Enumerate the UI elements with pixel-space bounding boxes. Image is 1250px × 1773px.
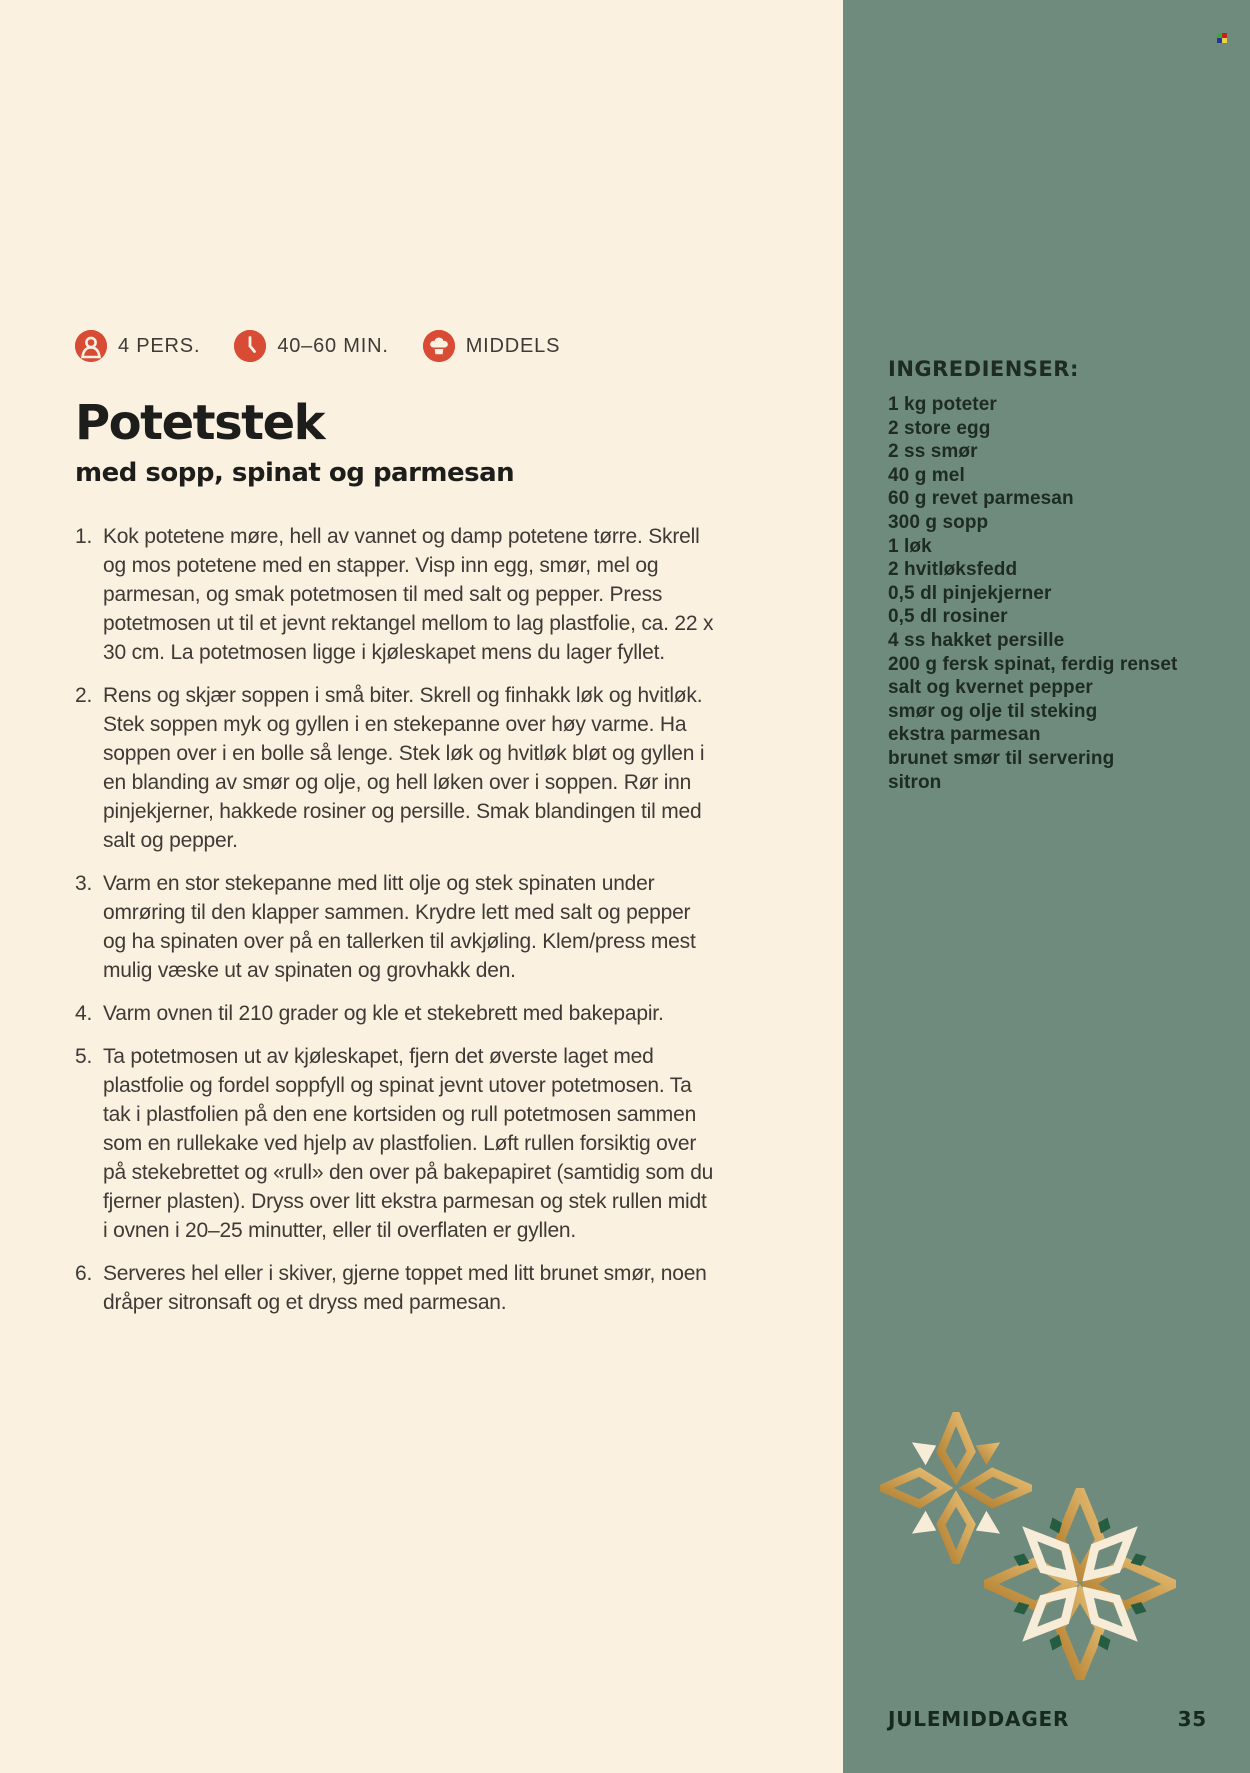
- step-number: 6.: [75, 1262, 93, 1286]
- recipe-title: Potetstek: [75, 395, 325, 451]
- servings-meta: [75, 330, 200, 362]
- ingredient-item: salt og kvernet pepper: [888, 677, 1093, 699]
- step-text: Varm en stor stekepanne med litt olje og stek spinaten under omrøring til den klapper sammen. Krydre lett med salt og pepper og ha spinaten over på en tallerken til avkjøling. Klem/press mest mulig væske ut av spinaten og grovhakk den.: [103, 872, 696, 983]
- difficulty-label: MIDDELS: [465, 334, 561, 357]
- step-number: 2.: [75, 684, 93, 708]
- step-number: 4.: [75, 1002, 93, 1026]
- ingredient-item: 40 g mel: [888, 464, 965, 486]
- ingredient-item: brunet smør til servering: [888, 747, 1115, 769]
- clock-icon: [234, 330, 266, 362]
- step-text: Kok potetene møre, hell av vannet og damp potetene tørre. Skrell og mos potetene med en stapper. Visp inn egg, smør, mel og parmesan, og smak potetmosen til med salt og pepper. Press potetmosen ut til et jevnt rektangel mellom to lag plastfolie, ca. 22 x 30 cm. La potetmosen ligge i kjøleskapet mens du lager fyllet.: [103, 525, 714, 665]
- color-registration-mark: [1217, 33, 1227, 43]
- ingredient-item: 300 g sopp: [888, 511, 989, 533]
- ingredient-item: ekstra parmesan: [888, 724, 1041, 746]
- ingredient-item: 2 store egg: [888, 417, 991, 439]
- recipe-steps: [75, 522, 715, 1317]
- recipe-step: [75, 1042, 715, 1245]
- step-text: Ta potetmosen ut av kjøleskapet, fjern det øverste laget med plastfolie og fordel soppfyll og spinat jevnt utover potetmosen. Ta tak i plastfolien på den ene kortsiden og rull potetmosen sammen som en rullekake ved hjelp av plastfolien. Løft rullen forsiktig over på stekebrettet og «rull» den over på bakepapiret (samtidig som du fjerner plasten). Dryss over litt ekstra parmesan og stek rullen midt i ovnen i 20–25 minutter, eller til overflaten er gyllen.: [103, 1045, 714, 1243]
- ingredient-item: 60 g revet parmesan: [888, 488, 1074, 510]
- recipe-step: [75, 999, 715, 1028]
- color-mark-yellow: [1222, 38, 1227, 43]
- ingredient-item: 2 hvitløksfedd: [888, 559, 1018, 581]
- step-number: 3.: [75, 872, 93, 896]
- ingredient-item: 0,5 dl pinjekjerner: [888, 582, 1052, 604]
- star-ornament-large: [984, 1488, 1176, 1680]
- ingredient-item: 4 ss hakket persille: [888, 629, 1065, 651]
- recipe-step: [75, 869, 715, 985]
- recipe-subtitle: med sopp, spinat og parmesan: [75, 458, 515, 489]
- time-meta: [234, 330, 388, 362]
- ingredient-item: 1 løk: [888, 535, 932, 557]
- ingredient-item: sitron: [888, 771, 942, 793]
- recipe-step: [75, 681, 715, 855]
- difficulty-meta: [423, 330, 561, 362]
- ingredient-item: smør og olje til steking: [888, 700, 1098, 722]
- recipe-step: [75, 522, 715, 667]
- time-label: 40–60 MIN.: [277, 334, 389, 357]
- ingredients-list: [888, 393, 1207, 794]
- ingredient-item: 1 kg poteter: [888, 394, 997, 415]
- ingredients-heading: INGREDIENSER:: [888, 357, 1079, 381]
- person-icon: [75, 330, 107, 362]
- step-text: Serveres hel eller i skiver, gjerne toppet med litt brunet smør, noen dråper sitronsaft og et dryss med parmesan.: [103, 1262, 707, 1315]
- recipe-content: [75, 330, 715, 1331]
- servings-label: 4 PERS.: [118, 334, 201, 357]
- step-number: 5.: [75, 1045, 93, 1069]
- sidebar-footer: [888, 1707, 1207, 1731]
- step-number: 1.: [75, 525, 93, 549]
- step-text: Rens og skjær soppen i små biter. Skrell og finhakk løk og hvitløk. Stek soppen myk og gyllen i en stekepanne over høy varme. Ha soppen over i en bolle så lenge. Stek løk og hvitløk bløt og gyllen i en blanding av smør og olje, og hell løken over i soppen. Rør inn pinjekjerner, hakkede rosiner og persille. Smak blandingen til med salt og pepper.: [103, 684, 705, 853]
- ingredient-item: 0,5 dl rosiner: [888, 606, 1008, 628]
- chef-hat-icon: [423, 330, 455, 362]
- ingredient-item: 200 g fersk spinat, ferdig renset: [888, 653, 1178, 675]
- footer-section-label: JULEMIDDAGER: [888, 1707, 1070, 1731]
- step-text: Varm ovnen til 210 grader og kle et stekebrett med bakepapir.: [103, 1002, 664, 1026]
- footer-page-number: 35: [1177, 1707, 1207, 1731]
- ingredient-item: 2 ss smør: [888, 441, 978, 463]
- recipe-step: [75, 1259, 715, 1317]
- recipe-meta-row: [75, 330, 715, 362]
